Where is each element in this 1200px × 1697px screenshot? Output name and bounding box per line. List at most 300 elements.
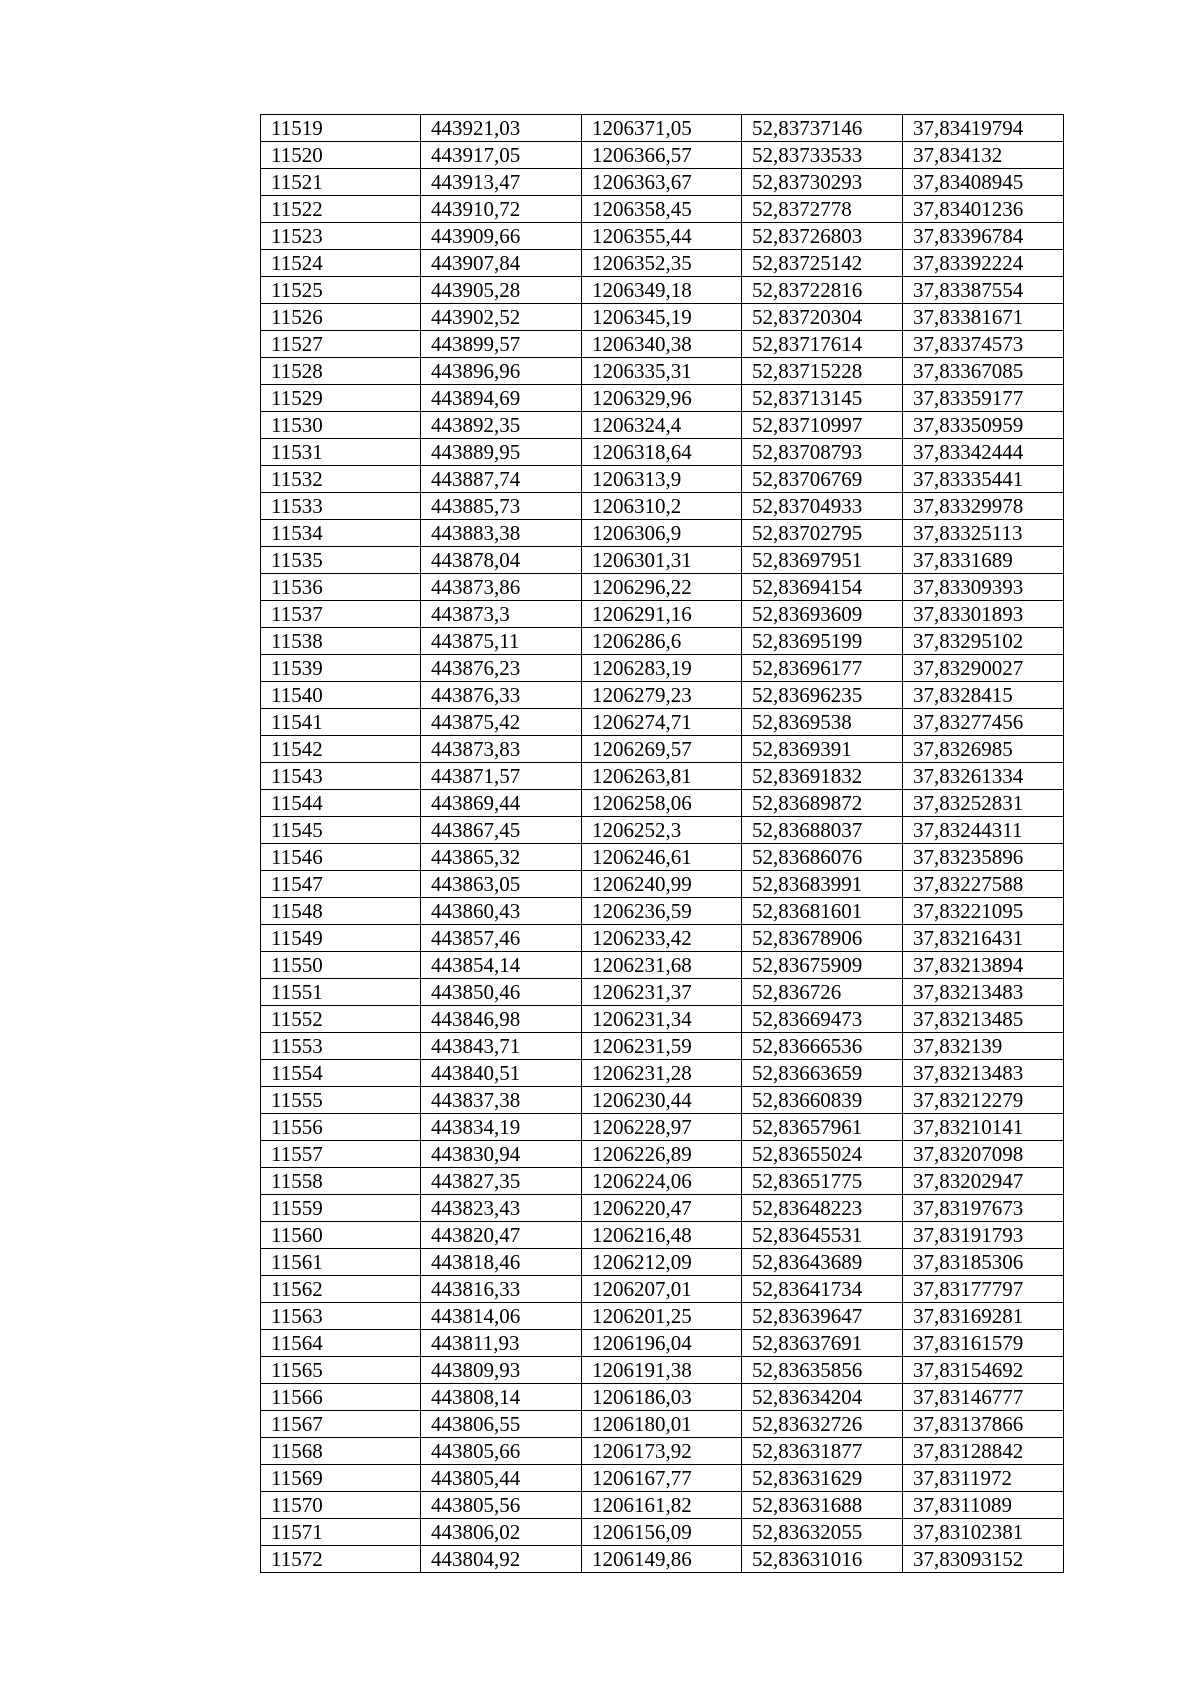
latitude-cell: 52,83669473 bbox=[742, 1006, 903, 1033]
latitude-cell: 52,83666536 bbox=[742, 1033, 903, 1060]
latitude-cell: 52,83697951 bbox=[742, 547, 903, 574]
x-coordinate-cell: 443913,47 bbox=[421, 169, 582, 196]
x-coordinate-cell: 443873,83 bbox=[421, 736, 582, 763]
x-coordinate-cell: 443896,96 bbox=[421, 358, 582, 385]
longitude-cell: 37,83335441 bbox=[903, 466, 1064, 493]
x-coordinate-cell: 443816,33 bbox=[421, 1276, 582, 1303]
point-number-cell: 11558 bbox=[261, 1168, 421, 1195]
x-coordinate-cell: 443883,38 bbox=[421, 520, 582, 547]
y-coordinate-cell: 1206269,57 bbox=[582, 736, 742, 763]
x-coordinate-cell: 443846,98 bbox=[421, 1006, 582, 1033]
longitude-cell: 37,83290027 bbox=[903, 655, 1064, 682]
latitude-cell: 52,83704933 bbox=[742, 493, 903, 520]
point-number-cell: 11538 bbox=[261, 628, 421, 655]
latitude-cell: 52,83695199 bbox=[742, 628, 903, 655]
x-coordinate-cell: 443885,73 bbox=[421, 493, 582, 520]
x-coordinate-cell: 443875,11 bbox=[421, 628, 582, 655]
x-coordinate-cell: 443865,32 bbox=[421, 844, 582, 871]
longitude-cell: 37,83301893 bbox=[903, 601, 1064, 628]
latitude-cell: 52,8369538 bbox=[742, 709, 903, 736]
point-number-cell: 11527 bbox=[261, 331, 421, 358]
point-number-cell: 11536 bbox=[261, 574, 421, 601]
longitude-cell: 37,83191793 bbox=[903, 1222, 1064, 1249]
x-coordinate-cell: 443873,86 bbox=[421, 574, 582, 601]
longitude-cell: 37,8326985 bbox=[903, 736, 1064, 763]
latitude-cell: 52,83706769 bbox=[742, 466, 903, 493]
point-number-cell: 11561 bbox=[261, 1249, 421, 1276]
point-number-cell: 11569 bbox=[261, 1465, 421, 1492]
latitude-cell: 52,83641734 bbox=[742, 1276, 903, 1303]
point-number-cell: 11522 bbox=[261, 196, 421, 223]
point-number-cell: 11546 bbox=[261, 844, 421, 871]
latitude-cell: 52,8369391 bbox=[742, 736, 903, 763]
latitude-cell: 52,83722816 bbox=[742, 277, 903, 304]
longitude-cell: 37,83146777 bbox=[903, 1384, 1064, 1411]
table-row bbox=[261, 358, 1064, 385]
latitude-cell: 52,83631688 bbox=[742, 1492, 903, 1519]
y-coordinate-cell: 1206340,38 bbox=[582, 331, 742, 358]
y-coordinate-cell: 1206236,59 bbox=[582, 898, 742, 925]
table-row bbox=[261, 547, 1064, 574]
y-coordinate-cell: 1206335,31 bbox=[582, 358, 742, 385]
latitude-cell: 52,83631877 bbox=[742, 1438, 903, 1465]
longitude-cell: 37,83408945 bbox=[903, 169, 1064, 196]
y-coordinate-cell: 1206252,3 bbox=[582, 817, 742, 844]
y-coordinate-cell: 1206301,31 bbox=[582, 547, 742, 574]
longitude-cell: 37,83161579 bbox=[903, 1330, 1064, 1357]
x-coordinate-cell: 443823,43 bbox=[421, 1195, 582, 1222]
latitude-cell: 52,83637691 bbox=[742, 1330, 903, 1357]
y-coordinate-cell: 1206224,06 bbox=[582, 1168, 742, 1195]
point-number-cell: 11531 bbox=[261, 439, 421, 466]
y-coordinate-cell: 1206207,01 bbox=[582, 1276, 742, 1303]
point-number-cell: 11529 bbox=[261, 385, 421, 412]
longitude-cell: 37,8328415 bbox=[903, 682, 1064, 709]
latitude-cell: 52,83702795 bbox=[742, 520, 903, 547]
y-coordinate-cell: 1206345,19 bbox=[582, 304, 742, 331]
point-number-cell: 11547 bbox=[261, 871, 421, 898]
x-coordinate-cell: 443811,93 bbox=[421, 1330, 582, 1357]
longitude-cell: 37,834132 bbox=[903, 142, 1064, 169]
point-number-cell: 11553 bbox=[261, 1033, 421, 1060]
point-number-cell: 11523 bbox=[261, 223, 421, 250]
latitude-cell: 52,83639647 bbox=[742, 1303, 903, 1330]
point-number-cell: 11533 bbox=[261, 493, 421, 520]
table-row bbox=[261, 250, 1064, 277]
latitude-cell: 52,83720304 bbox=[742, 304, 903, 331]
table-row bbox=[261, 1438, 1064, 1465]
table-row bbox=[261, 898, 1064, 925]
latitude-cell: 52,83726803 bbox=[742, 223, 903, 250]
longitude-cell: 37,83177797 bbox=[903, 1276, 1064, 1303]
latitude-cell: 52,83730293 bbox=[742, 169, 903, 196]
table-row bbox=[261, 385, 1064, 412]
table-row bbox=[261, 682, 1064, 709]
point-number-cell: 11562 bbox=[261, 1276, 421, 1303]
point-number-cell: 11555 bbox=[261, 1087, 421, 1114]
table-row bbox=[261, 817, 1064, 844]
latitude-cell: 52,83691832 bbox=[742, 763, 903, 790]
longitude-cell: 37,832139 bbox=[903, 1033, 1064, 1060]
x-coordinate-cell: 443808,14 bbox=[421, 1384, 582, 1411]
latitude-cell: 52,83688037 bbox=[742, 817, 903, 844]
y-coordinate-cell: 1206196,04 bbox=[582, 1330, 742, 1357]
y-coordinate-cell: 1206246,61 bbox=[582, 844, 742, 871]
point-number-cell: 11535 bbox=[261, 547, 421, 574]
table-row bbox=[261, 1006, 1064, 1033]
y-coordinate-cell: 1206230,44 bbox=[582, 1087, 742, 1114]
x-coordinate-cell: 443902,52 bbox=[421, 304, 582, 331]
table-row bbox=[261, 1276, 1064, 1303]
latitude-cell: 52,83693609 bbox=[742, 601, 903, 628]
point-number-cell: 11551 bbox=[261, 979, 421, 1006]
coordinates-table bbox=[260, 114, 1064, 1573]
x-coordinate-cell: 443899,57 bbox=[421, 331, 582, 358]
point-number-cell: 11532 bbox=[261, 466, 421, 493]
longitude-cell: 37,83207098 bbox=[903, 1141, 1064, 1168]
longitude-cell: 37,8311089 bbox=[903, 1492, 1064, 1519]
y-coordinate-cell: 1206291,16 bbox=[582, 601, 742, 628]
longitude-cell: 37,83212279 bbox=[903, 1087, 1064, 1114]
point-number-cell: 11571 bbox=[261, 1519, 421, 1546]
table-row bbox=[261, 331, 1064, 358]
point-number-cell: 11550 bbox=[261, 952, 421, 979]
y-coordinate-cell: 1206180,01 bbox=[582, 1411, 742, 1438]
x-coordinate-cell: 443909,66 bbox=[421, 223, 582, 250]
longitude-cell: 37,8331689 bbox=[903, 547, 1064, 574]
longitude-cell: 37,83392224 bbox=[903, 250, 1064, 277]
point-number-cell: 11530 bbox=[261, 412, 421, 439]
x-coordinate-cell: 443843,71 bbox=[421, 1033, 582, 1060]
latitude-cell: 52,8372778 bbox=[742, 196, 903, 223]
table-row bbox=[261, 223, 1064, 250]
y-coordinate-cell: 1206318,64 bbox=[582, 439, 742, 466]
x-coordinate-cell: 443907,84 bbox=[421, 250, 582, 277]
y-coordinate-cell: 1206310,2 bbox=[582, 493, 742, 520]
y-coordinate-cell: 1206283,19 bbox=[582, 655, 742, 682]
y-coordinate-cell: 1206226,89 bbox=[582, 1141, 742, 1168]
point-number-cell: 11548 bbox=[261, 898, 421, 925]
latitude-cell: 52,83631629 bbox=[742, 1465, 903, 1492]
latitude-cell: 52,83663659 bbox=[742, 1060, 903, 1087]
latitude-cell: 52,83737146 bbox=[742, 115, 903, 142]
y-coordinate-cell: 1206149,86 bbox=[582, 1546, 742, 1573]
y-coordinate-cell: 1206173,92 bbox=[582, 1438, 742, 1465]
y-coordinate-cell: 1206240,99 bbox=[582, 871, 742, 898]
table-row bbox=[261, 709, 1064, 736]
y-coordinate-cell: 1206231,37 bbox=[582, 979, 742, 1006]
point-number-cell: 11557 bbox=[261, 1141, 421, 1168]
table-row bbox=[261, 1249, 1064, 1276]
longitude-cell: 37,83342444 bbox=[903, 439, 1064, 466]
latitude-cell: 52,83660839 bbox=[742, 1087, 903, 1114]
point-number-cell: 11539 bbox=[261, 655, 421, 682]
table-row bbox=[261, 1384, 1064, 1411]
x-coordinate-cell: 443867,45 bbox=[421, 817, 582, 844]
point-number-cell: 11524 bbox=[261, 250, 421, 277]
x-coordinate-cell: 443806,55 bbox=[421, 1411, 582, 1438]
latitude-cell: 52,83696177 bbox=[742, 655, 903, 682]
x-coordinate-cell: 443871,57 bbox=[421, 763, 582, 790]
longitude-cell: 37,83128842 bbox=[903, 1438, 1064, 1465]
x-coordinate-cell: 443806,02 bbox=[421, 1519, 582, 1546]
point-number-cell: 11545 bbox=[261, 817, 421, 844]
table-row bbox=[261, 1303, 1064, 1330]
longitude-cell: 37,83329978 bbox=[903, 493, 1064, 520]
table-row bbox=[261, 655, 1064, 682]
point-number-cell: 11549 bbox=[261, 925, 421, 952]
x-coordinate-cell: 443809,93 bbox=[421, 1357, 582, 1384]
table-row bbox=[261, 844, 1064, 871]
table-row bbox=[261, 1222, 1064, 1249]
x-coordinate-cell: 443854,14 bbox=[421, 952, 582, 979]
table-row bbox=[261, 196, 1064, 223]
x-coordinate-cell: 443804,92 bbox=[421, 1546, 582, 1573]
longitude-cell: 37,83387554 bbox=[903, 277, 1064, 304]
table-row bbox=[261, 979, 1064, 1006]
x-coordinate-cell: 443917,05 bbox=[421, 142, 582, 169]
point-number-cell: 11519 bbox=[261, 115, 421, 142]
longitude-cell: 37,83102381 bbox=[903, 1519, 1064, 1546]
table-row bbox=[261, 763, 1064, 790]
y-coordinate-cell: 1206355,44 bbox=[582, 223, 742, 250]
y-coordinate-cell: 1206329,96 bbox=[582, 385, 742, 412]
y-coordinate-cell: 1206220,47 bbox=[582, 1195, 742, 1222]
x-coordinate-cell: 443830,94 bbox=[421, 1141, 582, 1168]
longitude-cell: 37,83221095 bbox=[903, 898, 1064, 925]
longitude-cell: 37,83359177 bbox=[903, 385, 1064, 412]
longitude-cell: 37,83197673 bbox=[903, 1195, 1064, 1222]
longitude-cell: 37,83154692 bbox=[903, 1357, 1064, 1384]
point-number-cell: 11568 bbox=[261, 1438, 421, 1465]
point-number-cell: 11565 bbox=[261, 1357, 421, 1384]
y-coordinate-cell: 1206212,09 bbox=[582, 1249, 742, 1276]
table-row bbox=[261, 601, 1064, 628]
latitude-cell: 52,83694154 bbox=[742, 574, 903, 601]
latitude-cell: 52,83733533 bbox=[742, 142, 903, 169]
table-row bbox=[261, 1033, 1064, 1060]
x-coordinate-cell: 443834,19 bbox=[421, 1114, 582, 1141]
point-number-cell: 11540 bbox=[261, 682, 421, 709]
y-coordinate-cell: 1206231,28 bbox=[582, 1060, 742, 1087]
table-row bbox=[261, 277, 1064, 304]
longitude-cell: 37,83216431 bbox=[903, 925, 1064, 952]
latitude-cell: 52,83632726 bbox=[742, 1411, 903, 1438]
point-number-cell: 11570 bbox=[261, 1492, 421, 1519]
point-number-cell: 11521 bbox=[261, 169, 421, 196]
latitude-cell: 52,83655024 bbox=[742, 1141, 903, 1168]
y-coordinate-cell: 1206349,18 bbox=[582, 277, 742, 304]
latitude-cell: 52,83696235 bbox=[742, 682, 903, 709]
table-row bbox=[261, 169, 1064, 196]
longitude-cell: 37,83325113 bbox=[903, 520, 1064, 547]
longitude-cell: 37,83213483 bbox=[903, 1060, 1064, 1087]
point-number-cell: 11560 bbox=[261, 1222, 421, 1249]
point-number-cell: 11564 bbox=[261, 1330, 421, 1357]
x-coordinate-cell: 443863,05 bbox=[421, 871, 582, 898]
latitude-cell: 52,83681601 bbox=[742, 898, 903, 925]
longitude-cell: 37,83381671 bbox=[903, 304, 1064, 331]
point-number-cell: 11559 bbox=[261, 1195, 421, 1222]
table-row bbox=[261, 520, 1064, 547]
latitude-cell: 52,83725142 bbox=[742, 250, 903, 277]
x-coordinate-cell: 443814,06 bbox=[421, 1303, 582, 1330]
longitude-cell: 37,83202947 bbox=[903, 1168, 1064, 1195]
y-coordinate-cell: 1206156,09 bbox=[582, 1519, 742, 1546]
table-row bbox=[261, 1330, 1064, 1357]
latitude-cell: 52,83634204 bbox=[742, 1384, 903, 1411]
point-number-cell: 11534 bbox=[261, 520, 421, 547]
longitude-cell: 37,83185306 bbox=[903, 1249, 1064, 1276]
x-coordinate-cell: 443875,42 bbox=[421, 709, 582, 736]
point-number-cell: 11526 bbox=[261, 304, 421, 331]
latitude-cell: 52,83675909 bbox=[742, 952, 903, 979]
point-number-cell: 11525 bbox=[261, 277, 421, 304]
y-coordinate-cell: 1206363,67 bbox=[582, 169, 742, 196]
table-row bbox=[261, 1087, 1064, 1114]
y-coordinate-cell: 1206371,05 bbox=[582, 115, 742, 142]
table-row bbox=[261, 628, 1064, 655]
x-coordinate-cell: 443889,95 bbox=[421, 439, 582, 466]
longitude-cell: 37,83374573 bbox=[903, 331, 1064, 358]
longitude-cell: 37,83252831 bbox=[903, 790, 1064, 817]
x-coordinate-cell: 443878,04 bbox=[421, 547, 582, 574]
latitude-cell: 52,836726 bbox=[742, 979, 903, 1006]
table-row bbox=[261, 1141, 1064, 1168]
y-coordinate-cell: 1206263,81 bbox=[582, 763, 742, 790]
y-coordinate-cell: 1206313,9 bbox=[582, 466, 742, 493]
y-coordinate-cell: 1206279,23 bbox=[582, 682, 742, 709]
point-number-cell: 11567 bbox=[261, 1411, 421, 1438]
x-coordinate-cell: 443820,47 bbox=[421, 1222, 582, 1249]
x-coordinate-cell: 443894,69 bbox=[421, 385, 582, 412]
x-coordinate-cell: 443818,46 bbox=[421, 1249, 582, 1276]
longitude-cell: 37,8311972 bbox=[903, 1465, 1064, 1492]
x-coordinate-cell: 443905,28 bbox=[421, 277, 582, 304]
table-row bbox=[261, 1168, 1064, 1195]
longitude-cell: 37,83350959 bbox=[903, 412, 1064, 439]
latitude-cell: 52,83715228 bbox=[742, 358, 903, 385]
point-number-cell: 11528 bbox=[261, 358, 421, 385]
x-coordinate-cell: 443869,44 bbox=[421, 790, 582, 817]
latitude-cell: 52,83683991 bbox=[742, 871, 903, 898]
x-coordinate-cell: 443910,72 bbox=[421, 196, 582, 223]
longitude-cell: 37,83137866 bbox=[903, 1411, 1064, 1438]
x-coordinate-cell: 443876,23 bbox=[421, 655, 582, 682]
latitude-cell: 52,83631016 bbox=[742, 1546, 903, 1573]
point-number-cell: 11543 bbox=[261, 763, 421, 790]
y-coordinate-cell: 1206296,22 bbox=[582, 574, 742, 601]
longitude-cell: 37,83419794 bbox=[903, 115, 1064, 142]
y-coordinate-cell: 1206306,9 bbox=[582, 520, 742, 547]
longitude-cell: 37,83210141 bbox=[903, 1114, 1064, 1141]
latitude-cell: 52,83678906 bbox=[742, 925, 903, 952]
x-coordinate-cell: 443876,33 bbox=[421, 682, 582, 709]
longitude-cell: 37,83213483 bbox=[903, 979, 1064, 1006]
y-coordinate-cell: 1206286,6 bbox=[582, 628, 742, 655]
table-row bbox=[261, 142, 1064, 169]
y-coordinate-cell: 1206231,59 bbox=[582, 1033, 742, 1060]
table-row bbox=[261, 304, 1064, 331]
point-number-cell: 11542 bbox=[261, 736, 421, 763]
point-number-cell: 11566 bbox=[261, 1384, 421, 1411]
x-coordinate-cell: 443850,46 bbox=[421, 979, 582, 1006]
y-coordinate-cell: 1206228,97 bbox=[582, 1114, 742, 1141]
latitude-cell: 52,83645531 bbox=[742, 1222, 903, 1249]
y-coordinate-cell: 1206167,77 bbox=[582, 1465, 742, 1492]
table-row bbox=[261, 871, 1064, 898]
longitude-cell: 37,83401236 bbox=[903, 196, 1064, 223]
point-number-cell: 11541 bbox=[261, 709, 421, 736]
table-row bbox=[261, 952, 1064, 979]
table-row bbox=[261, 1195, 1064, 1222]
point-number-cell: 11554 bbox=[261, 1060, 421, 1087]
point-number-cell: 11556 bbox=[261, 1114, 421, 1141]
x-coordinate-cell: 443892,35 bbox=[421, 412, 582, 439]
y-coordinate-cell: 1206231,68 bbox=[582, 952, 742, 979]
table-row bbox=[261, 412, 1064, 439]
y-coordinate-cell: 1206366,57 bbox=[582, 142, 742, 169]
x-coordinate-cell: 443805,56 bbox=[421, 1492, 582, 1519]
y-coordinate-cell: 1206161,82 bbox=[582, 1492, 742, 1519]
y-coordinate-cell: 1206258,06 bbox=[582, 790, 742, 817]
y-coordinate-cell: 1206324,4 bbox=[582, 412, 742, 439]
point-number-cell: 11563 bbox=[261, 1303, 421, 1330]
point-number-cell: 11544 bbox=[261, 790, 421, 817]
y-coordinate-cell: 1206233,42 bbox=[582, 925, 742, 952]
x-coordinate-cell: 443857,46 bbox=[421, 925, 582, 952]
latitude-cell: 52,83643689 bbox=[742, 1249, 903, 1276]
table-row bbox=[261, 1114, 1064, 1141]
x-coordinate-cell: 443887,74 bbox=[421, 466, 582, 493]
latitude-cell: 52,83717614 bbox=[742, 331, 903, 358]
x-coordinate-cell: 443805,44 bbox=[421, 1465, 582, 1492]
longitude-cell: 37,83213485 bbox=[903, 1006, 1064, 1033]
x-coordinate-cell: 443873,3 bbox=[421, 601, 582, 628]
latitude-cell: 52,83686076 bbox=[742, 844, 903, 871]
latitude-cell: 52,83648223 bbox=[742, 1195, 903, 1222]
point-number-cell: 11537 bbox=[261, 601, 421, 628]
longitude-cell: 37,83396784 bbox=[903, 223, 1064, 250]
longitude-cell: 37,83277456 bbox=[903, 709, 1064, 736]
table-row bbox=[261, 1411, 1064, 1438]
x-coordinate-cell: 443837,38 bbox=[421, 1087, 582, 1114]
x-coordinate-cell: 443840,51 bbox=[421, 1060, 582, 1087]
longitude-cell: 37,83093152 bbox=[903, 1546, 1064, 1573]
longitude-cell: 37,83169281 bbox=[903, 1303, 1064, 1330]
table-row bbox=[261, 1492, 1064, 1519]
y-coordinate-cell: 1206358,45 bbox=[582, 196, 742, 223]
table-row bbox=[261, 1546, 1064, 1573]
longitude-cell: 37,83295102 bbox=[903, 628, 1064, 655]
latitude-cell: 52,83635856 bbox=[742, 1357, 903, 1384]
longitude-cell: 37,83367085 bbox=[903, 358, 1064, 385]
point-number-cell: 11572 bbox=[261, 1546, 421, 1573]
coordinates-table-body bbox=[261, 115, 1064, 1573]
y-coordinate-cell: 1206352,35 bbox=[582, 250, 742, 277]
longitude-cell: 37,83227588 bbox=[903, 871, 1064, 898]
table-row bbox=[261, 736, 1064, 763]
longitude-cell: 37,83309393 bbox=[903, 574, 1064, 601]
y-coordinate-cell: 1206201,25 bbox=[582, 1303, 742, 1330]
latitude-cell: 52,83651775 bbox=[742, 1168, 903, 1195]
latitude-cell: 52,83708793 bbox=[742, 439, 903, 466]
table-row bbox=[261, 574, 1064, 601]
y-coordinate-cell: 1206216,48 bbox=[582, 1222, 742, 1249]
longitude-cell: 37,83235896 bbox=[903, 844, 1064, 871]
longitude-cell: 37,83213894 bbox=[903, 952, 1064, 979]
table-row bbox=[261, 1519, 1064, 1546]
